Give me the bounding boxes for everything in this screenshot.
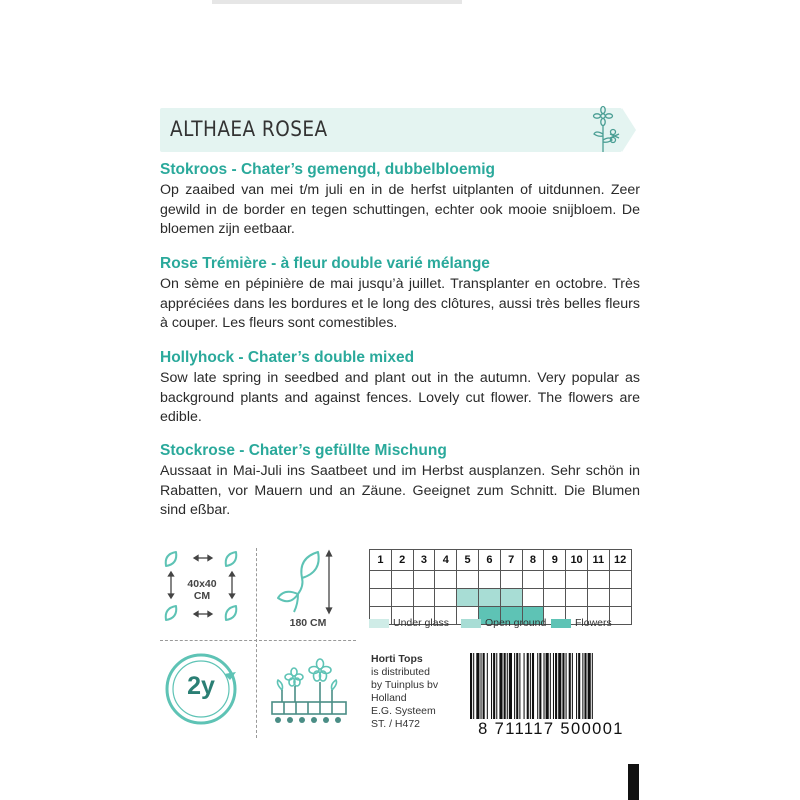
species-title: ALTHAEA ROSEA [170, 117, 328, 141]
body-english: Sow late spring in seedbed and plant out in the autumn. Very popular as background plants and against fences. Lovely cut flower. The flowers are edible. [160, 370, 640, 425]
calendar-cell [370, 571, 392, 589]
heading-english: Hollyhock - Chater’s double mixed [160, 349, 415, 366]
barcode-bar [566, 653, 567, 719]
barcode-bar [476, 653, 479, 719]
description-english [160, 348, 640, 428]
barcode-bar [519, 653, 520, 719]
bottom-register-mark [628, 764, 639, 800]
barcode-bar [516, 653, 518, 719]
barcode-bar [491, 653, 492, 719]
barcode-bar [473, 653, 474, 719]
calendar-cell [457, 571, 479, 589]
panel-divider-horizontal [160, 640, 356, 641]
legend-swatch-under-glass [369, 619, 389, 628]
barcode-bar [576, 653, 577, 719]
calendar-cell [435, 589, 457, 607]
heading-french: Rose Trémière - à fleur double varié mélange [160, 255, 490, 272]
distributor-info [371, 653, 438, 731]
calendar-cell [522, 571, 544, 589]
distributor-line: is distributed [371, 666, 430, 678]
distributor-line: Holland [371, 692, 407, 704]
barcode-bar [546, 653, 549, 719]
calendar-month-12: 12 [609, 550, 631, 571]
calendar-cell [391, 571, 413, 589]
calendar-cell [544, 589, 566, 607]
barcode-bar [487, 653, 488, 719]
barcode-bar [582, 653, 583, 719]
barcode-bar [558, 653, 561, 719]
barcode-bar [493, 653, 495, 719]
calendar-cell [587, 571, 609, 589]
calendar-cell [370, 589, 392, 607]
distributor-line: E.G. Systeem [371, 705, 436, 717]
barcode [470, 653, 630, 719]
height-icon [268, 548, 348, 618]
legend-flowers: Flowers [551, 617, 612, 629]
heading-dutch: Stokroos - Chater’s gemengd, dubbelbloemig [160, 161, 496, 178]
barcode-bar [584, 653, 586, 719]
body-german: Aussaat in Mai-Juli ins Saatbeet und im Herbst ausplanzen. Sehr schön in Rabatten, vor Mauern und an Zäune. Geeignet zum Schnitt. Die Blumen sind eßbar. [160, 463, 640, 518]
seed-tray-icon [268, 650, 350, 730]
height-label: 180 CM [289, 617, 327, 629]
barcode-bar [539, 653, 541, 719]
top-edge-bar [212, 0, 462, 4]
calendar-cell [609, 589, 631, 607]
calendar-row-under-glass [370, 571, 632, 589]
calendar-cell [609, 571, 631, 589]
barcode-bar [499, 653, 502, 719]
barcode-bar [530, 653, 531, 719]
spacing-label: 40x40 CM [187, 578, 217, 602]
body-french: On sème en pépinière de mai jusqu’à juillet. Transplanter en octobre. Très appréciées dans les bordures et le long des clôtures, aussi très belles fleurs à couper. Les fleurs sont comestibles. [160, 276, 640, 331]
barcode-bar [509, 653, 512, 719]
barcode-bar [555, 653, 557, 719]
calendar-cell [413, 589, 435, 607]
barcode-bar [550, 653, 551, 719]
barcode-bar [588, 653, 591, 719]
description-french [160, 254, 640, 334]
calendar-cell [566, 589, 588, 607]
calendar-cell [478, 589, 500, 607]
lifecycle-label: 2y [187, 672, 215, 700]
title-banner [160, 108, 622, 152]
calendar-month-8: 8 [522, 550, 544, 571]
calendar-grid [369, 549, 632, 625]
calendar-cell [609, 607, 631, 625]
calendar-month-1: 1 [370, 550, 392, 571]
legend-open-ground: Open ground [461, 617, 546, 629]
legend-under-glass: Under glass [369, 617, 449, 629]
calendar-month-header [370, 550, 632, 571]
calendar-cell [500, 571, 522, 589]
calendar-month-11: 11 [587, 550, 609, 571]
calendar-month-4: 4 [435, 550, 457, 571]
description-german [160, 441, 640, 521]
calendar-cell [391, 589, 413, 607]
barcode-bar [562, 653, 564, 719]
calendar-cell [566, 571, 588, 589]
barcode-bar [553, 653, 554, 719]
heading-german: Stockrose - Chater’s gefüllte Mischung [160, 442, 447, 459]
calendar-cell [522, 589, 544, 607]
panel-divider-vertical [256, 548, 257, 738]
barcode-bar [569, 653, 571, 719]
distributor-line: ST. / H472 [371, 718, 421, 730]
barcode-bar [524, 653, 525, 719]
cut-flower-icon [586, 104, 626, 156]
calendar-month-9: 9 [544, 550, 566, 571]
calendar-cell [413, 571, 435, 589]
barcode-bar [507, 653, 508, 719]
barcode-bar [592, 653, 593, 719]
barcode-number: 8 711117 500001 [478, 720, 624, 738]
distributor-line: by Tuinplus bv [371, 679, 439, 691]
brand-name: Horti Tops [371, 653, 423, 665]
barcode-bar [572, 653, 573, 719]
description-dutch [160, 160, 640, 240]
barcode-bar [470, 653, 472, 719]
calendar-cell [500, 589, 522, 607]
calendar-month-3: 3 [413, 550, 435, 571]
sowing-calendar [369, 549, 632, 625]
barcode-bar [532, 653, 534, 719]
calendar-cell [435, 571, 457, 589]
calendar-month-7: 7 [500, 550, 522, 571]
barcode-bar [481, 653, 482, 719]
barcode-bar [544, 653, 545, 719]
barcode-bar [483, 653, 485, 719]
calendar-month-6: 6 [478, 550, 500, 571]
calendar-cell [478, 571, 500, 589]
body-dutch: Op zaaibed van mei t/m juli en in de herfst uitplanten of uitdunnen. Zeer gewild in de border en tegen schuttingen, echter ook mooie snijbloem. De bloemen zijn eetbaar. [160, 182, 640, 237]
legend-swatch-open-ground [461, 619, 481, 628]
calendar-month-5: 5 [457, 550, 479, 571]
barcode-bar [578, 653, 580, 719]
barcode-bar [527, 653, 529, 719]
barcode-bar [514, 653, 515, 719]
legend-swatch-flowers [551, 619, 571, 628]
calendar-cell [544, 571, 566, 589]
calendar-month-10: 10 [566, 550, 588, 571]
barcode-bar [537, 653, 538, 719]
calendar-row-open-ground [370, 589, 632, 607]
calendar-cell [457, 589, 479, 607]
barcode-bar [504, 653, 506, 719]
calendar-month-2: 2 [391, 550, 413, 571]
calendar-cell [587, 589, 609, 607]
barcode-bar [496, 653, 497, 719]
